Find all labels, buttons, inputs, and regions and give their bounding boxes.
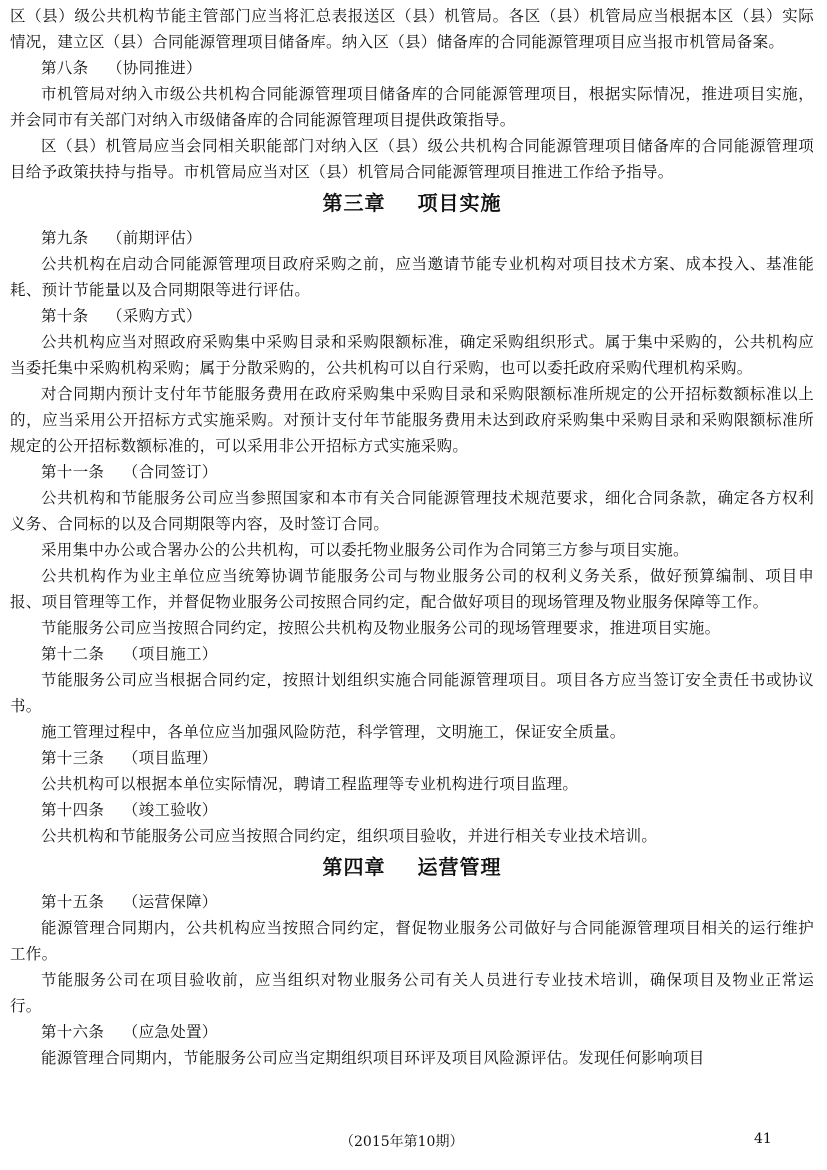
article-title: （前期评估） [107,229,202,247]
document-page [10,3,814,1071]
article-title: （竣工验收） [122,801,218,819]
article-heading [10,225,814,251]
chapter-heading [10,187,814,219]
chapter-heading [10,851,814,883]
paragraph: 节能服务公司应当按照合同约定，按照公共机构及物业服务公司的现场管理要求，推进项目实施。 [41,619,721,637]
article-title: （项目监理） [122,749,218,767]
article-number: 第十五条 [41,893,105,911]
article-title: （运营保障） [122,893,218,911]
paragraph: 节能服务公司在项目验收前，应当组织对物业服务公司有关人员进行专业技术培训，确保项目及物业正常运行。 [10,971,814,1015]
article-number: 第十一条 [41,463,105,481]
page-footer [0,1131,827,1155]
article-heading [10,303,814,329]
paragraph: 公共机构作为业主单位应当统筹协调节能服务公司与物业服务公司的权利义务关系，做好预算编制、项目申报、项目管理等工作，并督促物业服务公司按照合同约定，配合做好项目的现场管理及物业服务保障等工作。 [10,567,814,611]
article-number: 第八条 [41,59,89,77]
page-number: 41 [754,1131,772,1147]
paragraph: 能源管理合同期内，节能服务公司应当定期组织项目环评及项目风险源评估。发现任何影响项目 [41,1049,705,1067]
chapter-title: 运营管理 [417,855,502,879]
article-number: 第十条 [41,307,89,325]
article-title: （项目施工） [122,645,218,663]
article-title: （采购方式） [107,307,202,325]
article-title: （应急处置） [122,1023,218,1041]
paragraph: 区（县）级公共机构节能主管部门应当将汇总表报送区（县）机管局。各区（县）机管局应当根据本区（县）实际情况，建立区（县）合同能源管理项目储备库。纳入区（县）储备库的合同能源管理项目应当报市机管局备案。 [10,7,814,51]
paragraph: 公共机构和节能服务公司应当参照国家和本市有关合同能源管理技术规范要求，细化合同条款，确定各方权利义务、合同标的以及合同期限等内容，及时签订合同。 [10,489,814,533]
paragraph: 公共机构应当对照政府采购集中采购目录和采购限额标准，确定采购组织形式。属于集中采购的，公共机构应当委托集中采购机构采购；属于分散采购的，公共机构可以自行采购，也可以委托政府采购代理机构采购。 [10,333,814,377]
chapter-number: 第三章 [322,191,386,215]
paragraph: 公共机构可以根据本单位实际情况，聘请工程监理等专业机构进行项目监理。 [41,775,579,793]
article-number: 第十六条 [41,1023,105,1041]
article-number: 第十四条 [41,801,105,819]
chapter-title: 项目实施 [417,191,502,215]
article-title: （合同签订） [122,463,218,481]
paragraph: 施工管理过程中，各单位应当加强风险防范，科学管理，文明施工，保证安全质量。 [41,723,626,741]
chapter-number: 第四章 [322,855,386,879]
article-number: 第十二条 [41,645,105,663]
article-heading [10,889,814,915]
article-title: （协同推进） [107,59,202,77]
article-heading [10,1019,814,1045]
article-heading [10,797,814,823]
article-heading [10,641,814,667]
paragraph: 对合同期内预计支付年节能服务费用在政府采购集中采购目录和采购限额标准所规定的公开招标数额标准以上的，应当采用公开招标方式实施采购。对预计支付年节能服务费用未达到政府采购集中采购目录和采购限额标准所规定的公开招标数额标准的，可以采用非公开招标方式实施采购。 [10,385,814,455]
paragraph: 采用集中办公或合署办公的公共机构，可以委托物业服务公司作为合同第三方参与项目实施。 [41,541,689,559]
paragraph: 能源管理合同期内，公共机构应当按照合同约定，督促物业服务公司做好与合同能源管理项目相关的运行维护工作。 [10,919,814,963]
paragraph: 公共机构和节能服务公司应当按照合同约定，组织项目验收，并进行相关专业技术培训。 [41,827,658,845]
paragraph: 区（县）机管局应当会同相关职能部门对纳入区（县）级公共机构合同能源管理项目储备库的合同能源管理项目给予政策扶持与指导。市机管局应当对区（县）机管局合同能源管理项目推进工作给予指导。 [10,137,814,181]
article-heading [10,745,814,771]
issue-label: （2015年第10期） [340,1134,464,1150]
paragraph: 公共机构在启动合同能源管理项目政府采购之前，应当邀请节能专业机构对项目技术方案、成本投入、基准能耗、预计节能量以及合同期限等进行评估。 [10,255,814,299]
article-number: 第十三条 [41,749,105,767]
article-heading [10,55,814,81]
paragraph: 节能服务公司应当根据合同约定，按照计划组织实施合同能源管理项目。项目各方应当签订安全责任书或协议书。 [10,671,814,715]
paragraph: 市机管局对纳入市级公共机构合同能源管理项目储备库的合同能源管理项目，根据实际情况，推进项目实施，并会同市有关部门对纳入市级储备库的合同能源管理项目提供政策指导。 [10,85,814,129]
article-number: 第九条 [41,229,89,247]
article-heading [10,459,814,485]
